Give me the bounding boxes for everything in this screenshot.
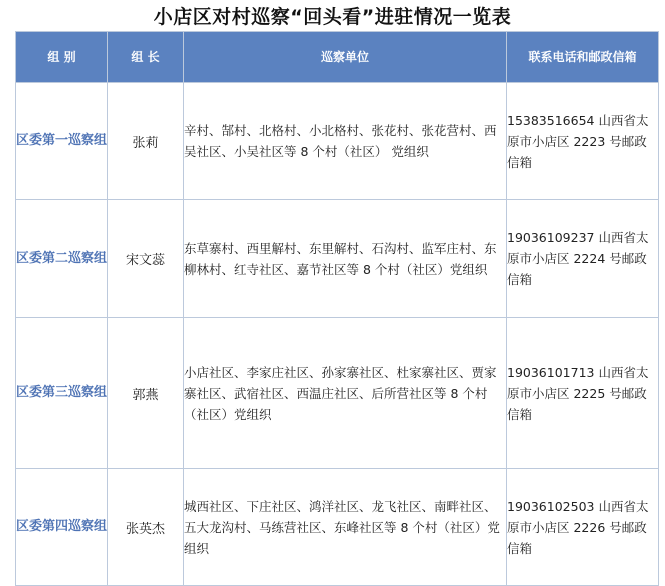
table-row (16, 83, 659, 200)
leader-cell: 宋文蕊 (108, 200, 184, 318)
table-row (16, 469, 659, 586)
leader-cell: 郭燕 (108, 318, 184, 469)
inspection-table (15, 31, 659, 586)
table-row (16, 200, 659, 318)
page-title: 小店区对村巡察“回头看”进驻情况一览表 (153, 6, 512, 28)
units-cell: 辛村、郜村、北格村、小北格村、张花村、张花营村、西吴社区、小吴社区等 8 个村（社区） 党组织 (184, 83, 507, 200)
header-contact: 联系电话和邮政信箱 (507, 32, 659, 83)
contact-cell: 19036101713 山西省太原市小店区 2225 号邮政信箱 (507, 318, 659, 469)
table-row (16, 318, 659, 469)
units-cell: 东草寨村、西里解村、东里解村、石沟村、监军庄村、东柳林村、红寺社区、嘉节社区等 8 个村（社区）党组织 (184, 200, 507, 318)
group-cell: 区委第四巡察组 (16, 469, 108, 586)
group-cell: 区委第二巡察组 (16, 200, 108, 318)
units-cell: 小店社区、李家庄社区、孙家寨社区、杜家寨社区、贾家寨社区、武宿社区、西温庄社区、后所营社区等 8 个村（社区）党组织 (184, 318, 507, 469)
group-cell: 区委第一巡察组 (16, 83, 108, 200)
group-cell: 区委第三巡察组 (16, 318, 108, 469)
header-units: 巡察单位 (184, 32, 507, 83)
units-cell: 城西社区、下庄社区、鸿洋社区、龙飞社区、南畔社区、五大龙沟村、马练营社区、东峰社区等 8 个村（社区）党组织 (184, 469, 507, 586)
contact-cell: 19036109237 山西省太原市小店区 2224 号邮政信箱 (507, 200, 659, 318)
header-row (16, 32, 659, 83)
contact-cell: 15383516654 山西省太原市小店区 2223 号邮政信箱 (507, 83, 659, 200)
leader-cell: 张英杰 (108, 469, 184, 586)
header-leader: 组 长 (108, 32, 184, 83)
header-group: 组 别 (16, 32, 108, 83)
contact-cell: 19036102503 山西省太原市小店区 2226 号邮政信箱 (507, 469, 659, 586)
leader-cell: 张莉 (108, 83, 184, 200)
